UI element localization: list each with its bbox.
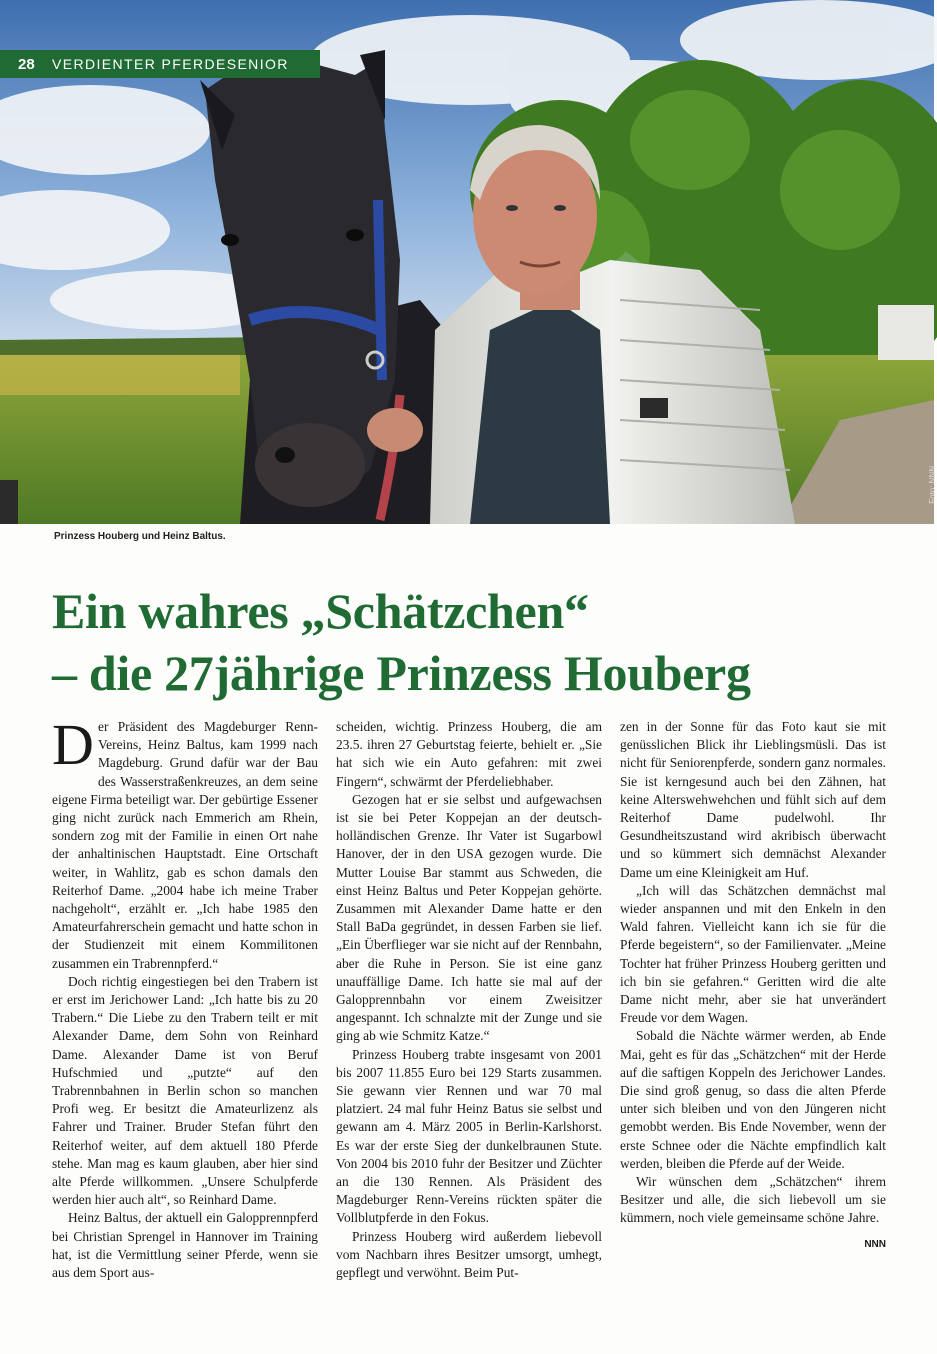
photo-caption: Prinzess Houberg und Heinz Baltus. (54, 531, 226, 542)
article-column-3 (620, 718, 886, 1254)
hero-photo (0, 0, 934, 524)
article-paragraph: scheiden, wichtig. Prinzess Houberg, die am 23.5. ihren 27 Geburtstag feierte, behielt er. „Sie hat sich wie ein Auto gefahren: mit zwei Fingern“, schwärmt der Pferdeliebhaber. (336, 719, 602, 789)
section-title: VERDIENTER PFERDESENIOR (52, 56, 289, 72)
article-paragraph: Heinz Baltus, der aktuell ein Galopprennpferd bei Christian Sprengel in Hannover im Training hat, ist die Vermittlung seiner Pferde, wenn sie aus dem Sport aus- (52, 1210, 318, 1281)
article-paragraph: Wir wünschen dem „Schätzchen“ ihrem Besitzer und alle, die sich liebevoll um sie kümmern, noch viele gemeinsame schöne Jahre. (620, 1174, 886, 1226)
article-paragraph: Gezogen hat er sie selbst und aufgewachsen ist sie bei Peter Koppejan an der deutsch-holländischen Grenze. Ihr Vater ist Sugarbowl Hanover, der in den USA gezogen wurde. Die Mutter Louise Bar stammt aus Schweden, die einst Heinz Baltus und Peter Koppejan gehörte. Zusammen mit Alexander Dame hatte er den Stall BaDa gegründet, in dessen Farben sie lief. „Ein Überflieger war sie nicht auf der Rennbahn, aber die Ruhe in Person. Sie ist eine ganz unauffällige Dame. Ich hatte sie mal auf der Galopprennbahn vor einem Zweisitzer angespannt. Ich schnalzte mit der Zunge und sie ging ab wie Schmitz Katze.“ (336, 791, 602, 1044)
article-column-2 (336, 718, 602, 1282)
headline-line-1: Ein wahres „Schätzchen“ (52, 583, 589, 639)
section-header-bar (0, 50, 320, 78)
article-paragraph: zen in der Sonne für das Foto kaut sie mit genüsslichen Blick ihr Lieblingsmüsli. Das ist nicht für Seniorenpferde, sondern ganz normales. Sie ist kerngesund auch bei den Zähnen, hat keine Alterswehwehchen und fühlt sich auf dem Reiterhof Dame pudelwohl. Ihr Gesundheitszustand wird akribisch überwacht und so kümmert sich demnächst Alexander Dame um eine Kleinigkeit am Huf. (620, 719, 886, 880)
article-paragraph: Doch richtig eingestiegen bei den Trabern ist er erst im Jerichower Land: „Ich hatte bis zu 20 Trabern.“ Die Liebe zu den Trabern teilt er mit Alexander Dame, dem Sohn von Reinhard Dame. Alexander Dame ist von Beruf Hufschmied und „putzte“ auf den Trabrennbahnen in Berlin schon so manchen Profi weg. Er besitzt die Amateurlizenz als Fahrer und Trainer. Bruder Stefan führt den Reiterhof weiter, auf dem aktuell 180 Pferde stehe. Man mag es kaum glauben, aber hier sind alte Pferde willkommen. „Unsere Schulpferde werden hier auch alt“, so Reinhard Dame. (52, 973, 318, 1208)
article-paragraph: Prinzess Houberg wird außerdem liebevoll vom Nachbarn ihres Besitzer umsorgt, umhegt, gepflegt und verwöhnt. Beim Put- (336, 1228, 602, 1281)
page-number: 28 (18, 55, 35, 73)
drop-cap: D (52, 712, 94, 777)
headline-line-2: – die 27jährige Prinzess Houberg (52, 645, 751, 701)
article-paragraph: „Ich will das Schätzchen demnächst mal wieder anspannen und mit den Enkeln in den Wald fahren. Vielleicht kann ich sie für die Pferde begeistern“, so der Familienvater. „Meine Tochter hat früher Prinzess Houberg geritten und ich bin sie gefahren.“ Geritten wird die alte Dame nicht mehr, aber sie hat unverändert Freude vor dem Wagen. (620, 882, 886, 1026)
article-column-1 (52, 712, 318, 1282)
article-body (52, 712, 892, 1298)
article-paragraph: Sobald die Nächte wärmer werden, ab Ende Mai, geht es für das „Schätzchen“ mit der Herde auf die saftigen Koppeln des Jerichower Landes. Die sind groß genug, so dass die alten Pferde unter sich bleiben und von den Jüngeren nicht gemobbt werden. Bis Ende November, wenn der erste Schnee oder die Nächte empfindlich kalt werden, bleiben die Pferde auf der Weide. (620, 1028, 886, 1171)
author-signature: NNN (864, 1238, 886, 1250)
article-paragraph: Der Präsident des Magdeburger Renn-Vereins, Heinz Baltus, kam 1999 nach Magdeburg. Grund dafür war der Bau des Wasserstraßenkreuzes, an dem seine eigene Firma beteiligt war. Der gebürtige Essener ging nicht zurück nach Emmerich am Rhein, sondern zog mit der Familie in einen Ort nahe der anhaltinischen Hauptstadt. Eine Ortschaft weiter, in Wahlitz, gab es schon damals den Reiterhof Dame. „2004 habe ich meine Traber nachgeholt“, erzählt er. „Ich habe 1985 den Amateurfahrerschein gemacht und hatte schon in der Studienzeit mit einem Kommilitonen zusammen ein Trabrennpferd.“ (52, 712, 318, 971)
photo-illustration (0, 0, 934, 524)
photo-credit: Foto: NNN (928, 466, 937, 504)
article-headline (52, 580, 912, 704)
article-paragraph: Prinzess Houberg trabte insgesamt von 2001 bis 2007 11.855 Euro bei 129 Starts zusammen. Sie gewann vier Rennen und war 70 mal platziert. 24 mal fuhr Heinz Batus sie selbst und gewann am 4. März 2005 in Berlin-Karlshorst. Es war der erste Sieg der dunkelbraunen Stute. Von 2004 bis 2010 fuhr der Besitzer und Züchter an die 130 Rennen. Als Präsident des Magdeburger Renn-Vereins rückten später die Vollblutpferde in den Fokus. (336, 1046, 602, 1226)
